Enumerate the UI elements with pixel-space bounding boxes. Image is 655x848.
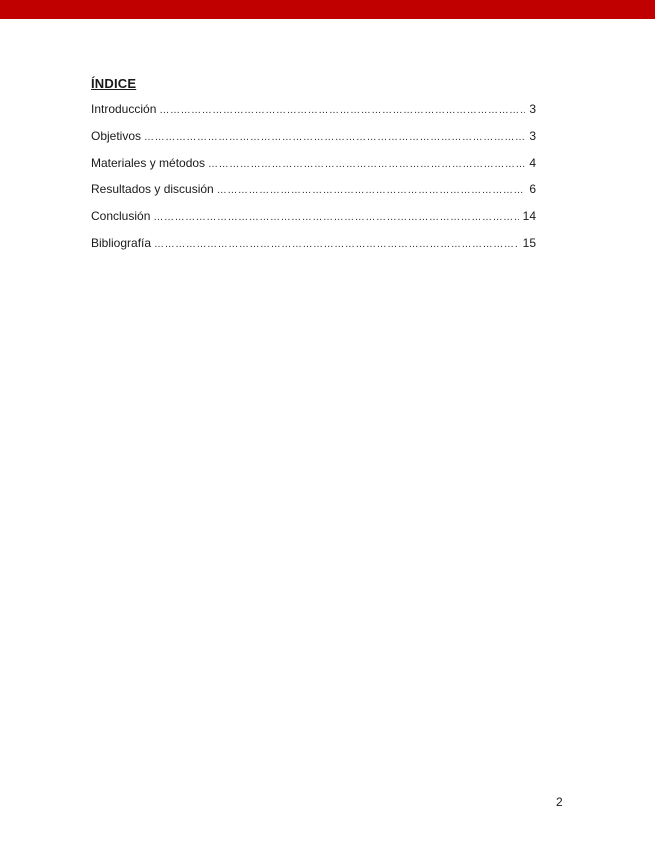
dot-leader	[217, 185, 526, 196]
toc-entry-page: 3	[529, 102, 536, 116]
toc-entry-label: Introducción	[91, 102, 157, 116]
toc-entry-label: Conclusión	[91, 209, 151, 224]
toc-title: ÍNDICE	[91, 76, 137, 91]
toc-entry-label: Objetivos	[91, 128, 142, 143]
toc-entry-label: Bibliografía	[91, 235, 152, 250]
dot-leader	[144, 132, 525, 143]
toc-entry-page: 14	[522, 209, 536, 224]
dot-leader	[159, 105, 525, 116]
toc-entry-materiales-y-metodos	[91, 156, 536, 183]
table-of-contents	[91, 102, 536, 263]
dot-leader	[208, 159, 525, 170]
toc-entry-resultados-y-discusion	[91, 182, 536, 209]
toc-entry-label: Materiales y métodos	[91, 155, 206, 170]
dot-leader	[153, 212, 518, 223]
toc-entry-page: 3	[529, 128, 536, 143]
toc-entry-conclusion	[91, 209, 536, 236]
header-band	[0, 0, 655, 19]
page-number: 2	[556, 795, 563, 809]
toc-entry-page: 6	[529, 182, 536, 197]
toc-entry-bibliografia	[91, 236, 536, 263]
toc-entry-objetivos	[91, 129, 536, 156]
toc-entry-page: 15	[522, 235, 536, 250]
dot-leader	[154, 239, 519, 250]
toc-entry-label: Resultados y discusión	[91, 182, 214, 197]
toc-entry-page: 4	[529, 155, 536, 170]
toc-entry-introduccion	[91, 102, 536, 129]
